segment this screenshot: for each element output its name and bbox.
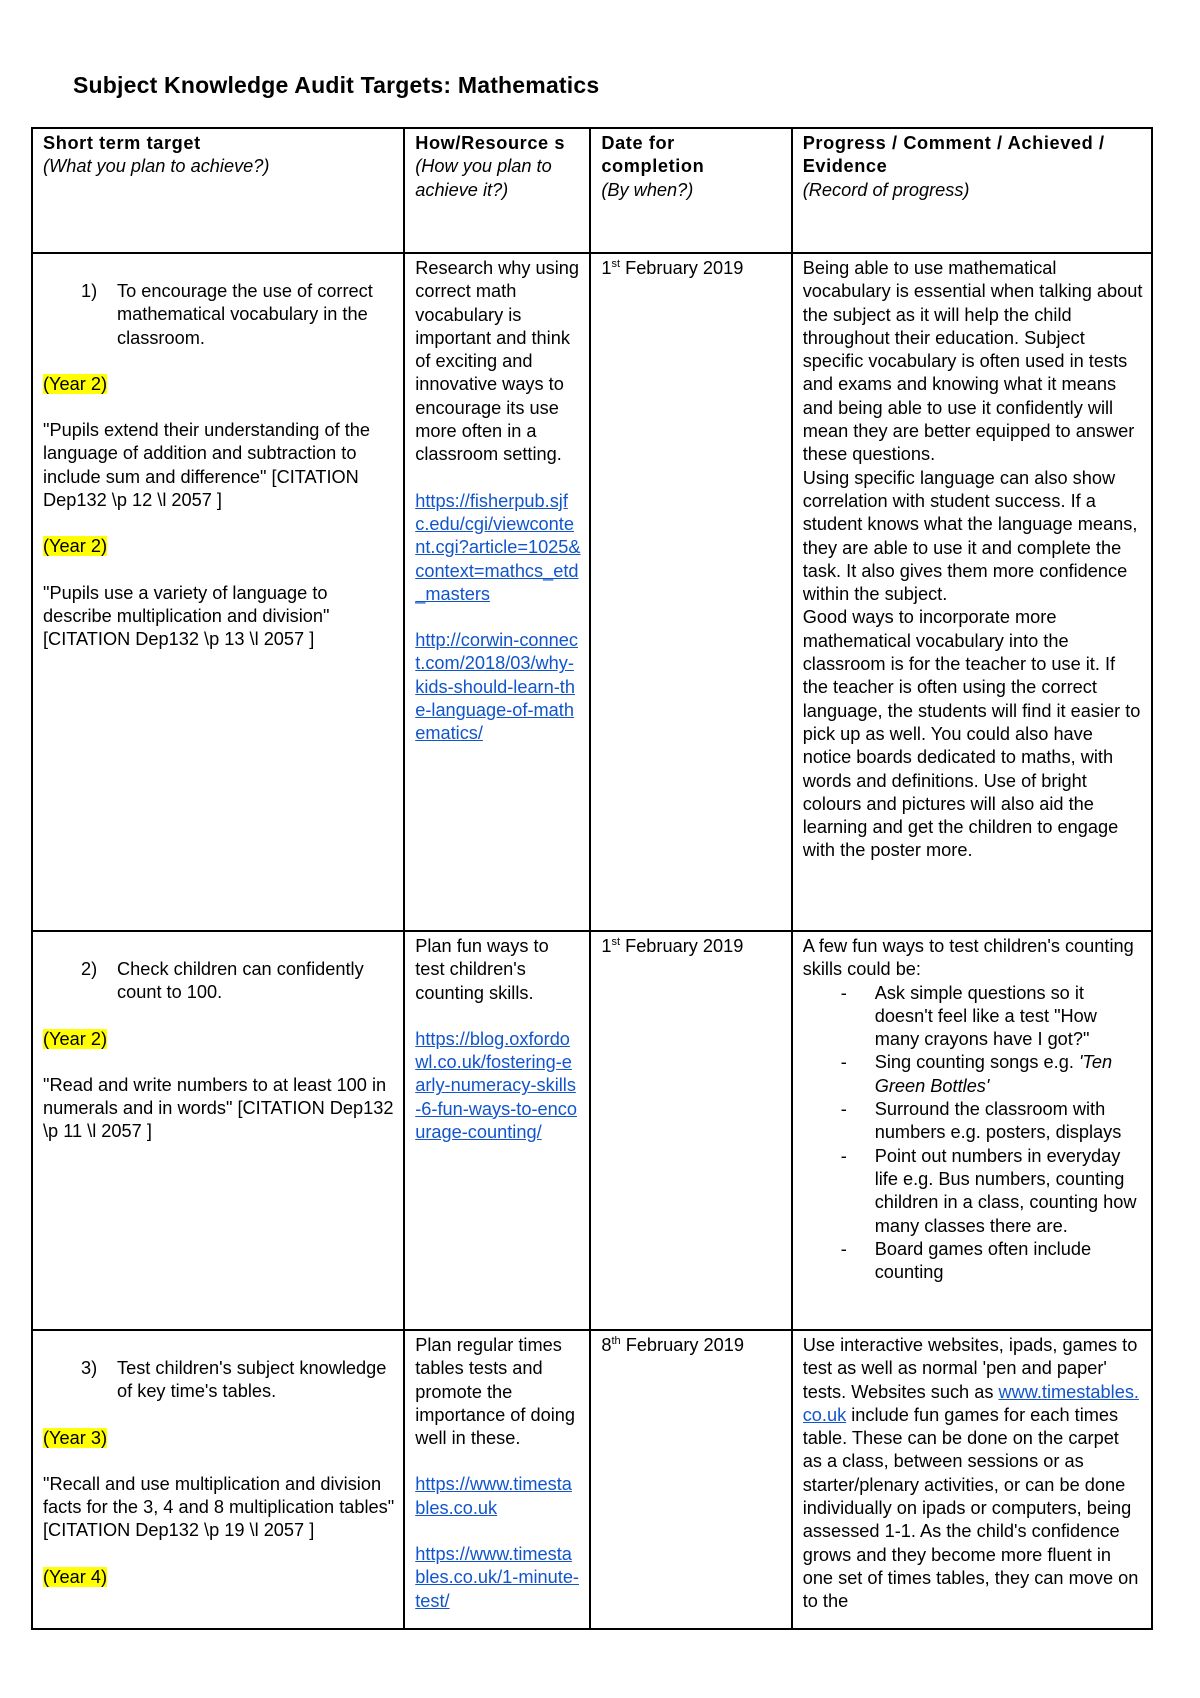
target-item <box>81 958 395 1005</box>
date-suffix: st <box>611 935 621 948</box>
date-cell <box>590 1330 791 1629</box>
date-suffix: st <box>611 257 621 270</box>
year-badge: (Year 3) <box>43 1427 108 1448</box>
list-item <box>803 1051 1143 1098</box>
progress-paragraph: Being able to use mathematical vocabulary is essential when talking about the subject as it will help the child throughout their education. Subject specific vocabulary is often used in tests and exams and knowing what it means and being able to use it confidently will mean they are better equipped to answer these questions. <box>802 258 1143 465</box>
how-cell <box>404 253 590 931</box>
target-number: 3) <box>81 1358 98 1378</box>
header-hint: (Record of progress) <box>802 179 970 200</box>
date-month-year: February 2019 <box>620 258 744 278</box>
progress-cell <box>792 253 1152 931</box>
target-item <box>81 1357 395 1404</box>
resource-link[interactable]: http://corwin-connect.com/2018/03/why-kids-should-learn-the-language-of-mathematics/ <box>415 630 578 744</box>
progress-text: Use interactive websites, ipads, games to test as well as normal 'pen and paper' tests. Websites such as <box>802 1335 1138 1402</box>
table-row <box>32 931 1152 1330</box>
header-hint: (How you plan to achieve it?) <box>415 156 552 200</box>
progress-cell <box>792 931 1152 1330</box>
header-label: Short term target <box>43 133 201 153</box>
progress-text: include fun games for each times table. These can be done on the carpet as a class, between sessions or as starter/plenary activities, or can be done individually on ipads or computers, being assessed 1-1. As the child's confidence grows and they become more fluent in one set of times tables, they can move on to the <box>802 1404 1139 1612</box>
target-text: To encourage the use of correct mathematical vocabulary in the classroom. <box>117 281 373 348</box>
how-cell <box>404 1330 590 1629</box>
how-text: Research why using correct math vocabulary is important and think of exciting and innovative ways to encourage its use more often in a classroom setting. <box>415 258 580 465</box>
header-hint: (By when?) <box>601 179 694 200</box>
how-text: Plan regular times tables tests and promote the importance of doing well in these. <box>415 1335 575 1449</box>
date-cell <box>590 253 791 931</box>
target-number: 1) <box>81 281 98 301</box>
target-cell <box>32 253 404 931</box>
curriculum-quote: "Pupils use a variety of language to describe multiplication and division" [CITATION Dep132 \p 13 \l 2057 ] <box>43 582 330 650</box>
header-hint: (What you plan to achieve?) <box>43 156 270 177</box>
date-day: 8 <box>601 1335 612 1355</box>
date-month-year: February 2019 <box>620 1335 744 1355</box>
resource-link[interactable]: https://www.timestables.co.uk/1-minute-test/ <box>415 1544 579 1611</box>
table-row <box>32 1330 1152 1629</box>
header-date-for-completion <box>590 128 791 253</box>
header-how-resources <box>404 128 590 253</box>
resource-link[interactable]: https://fisherpub.sjfc.edu/cgi/viewcontent.cgi?article=1025&context=mathcs_etd_masters <box>415 490 581 604</box>
table-row <box>32 253 1152 931</box>
date-cell <box>590 931 791 1330</box>
header-label: Progress / Comment / Achieved / Evidence <box>802 133 1105 177</box>
year-badge: (Year 2) <box>43 536 108 557</box>
how-text: Plan fun ways to test children's counting skills. <box>415 936 549 1003</box>
header-label: How/Resource s <box>415 133 566 153</box>
target-cell <box>32 1330 404 1629</box>
date-day: 1 <box>601 258 612 278</box>
song-title: 'Ten Green Bottles' <box>874 1052 1113 1096</box>
progress-intro: A few fun ways to test children's counting skills could be: <box>802 936 1134 980</box>
page-title: Subject Knowledge Audit Targets: Mathematics <box>73 72 600 98</box>
progress-link[interactable]: www.timestables.co.uk <box>802 1381 1139 1425</box>
header-short-term-target <box>32 128 404 253</box>
year-badge: (Year 2) <box>43 373 108 394</box>
header-progress <box>792 128 1152 253</box>
date-month-year: February 2019 <box>620 936 744 956</box>
list-item-text: Sing counting songs e.g. <box>874 1052 1079 1073</box>
year-badge: (Year 4) <box>43 1566 108 1587</box>
progress-cell <box>792 1330 1152 1629</box>
table-header-row <box>32 128 1152 253</box>
target-text: Test children's subject knowledge of key time's tables. <box>117 1358 387 1402</box>
list-item: - Surround the classroom with numbers e.g. posters, displays <box>803 1098 1143 1145</box>
list-item: - Board games often include counting <box>803 1238 1143 1285</box>
target-cell <box>32 931 404 1330</box>
target-number: 2) <box>81 959 98 979</box>
list-item: - Point out numbers in everyday life e.g. Bus numbers, counting children in a class, counting how many classes there are. <box>803 1145 1143 1238</box>
date-day: 1 <box>601 936 612 956</box>
resource-link[interactable]: https://www.timestables.co.uk <box>415 1474 572 1518</box>
how-cell <box>404 931 590 1330</box>
progress-paragraph: Good ways to incorporate more mathematical vocabulary into the classroom is for the teacher to use it. If the teacher is often using the correct language, the students will find it easier to pick up as well. You could also have notice boards dedicated to maths, with words and definitions. Use of bright colours and pictures will also aid the learning and get the children to engage with the poster more. <box>802 607 1141 861</box>
curriculum-quote: "Recall and use multiplication and division facts for the 3, 4 and 8 multiplication tables" [CITATION Dep132 \p 19 \l 2057 ] <box>43 1473 395 1541</box>
curriculum-quote: "Pupils extend their understanding of the language of addition and subtraction to include sum and difference" [CITATION Dep132 \p 12 \l 2057 ] <box>43 420 370 511</box>
progress-list <box>803 982 1143 1285</box>
target-text: Check children can confidently count to 100. <box>117 959 364 1003</box>
audit-table <box>31 127 1153 1630</box>
header-label: Date for completion <box>601 133 705 177</box>
list-item: - Ask simple questions so it doesn't feel like a test "How many crayons have I got?" <box>803 982 1143 1052</box>
curriculum-quote: "Read and write numbers to at least 100 in numerals and in words" [CITATION Dep132 \p 11 \l 2057 ] <box>43 1074 394 1142</box>
target-item <box>81 280 395 350</box>
year-badge: (Year 2) <box>43 1028 108 1049</box>
resource-link[interactable]: https://blog.oxfordowl.co.uk/fostering-early-numeracy-skills-6-fun-ways-to-encourage-counting/ <box>415 1028 577 1143</box>
date-suffix: th <box>611 1334 621 1347</box>
progress-paragraph: Using specific language can also show correlation with student success. If a student knows what the language means, they are able to use it and complete the task. It also gives them more confidence within the subject. <box>802 467 1138 605</box>
